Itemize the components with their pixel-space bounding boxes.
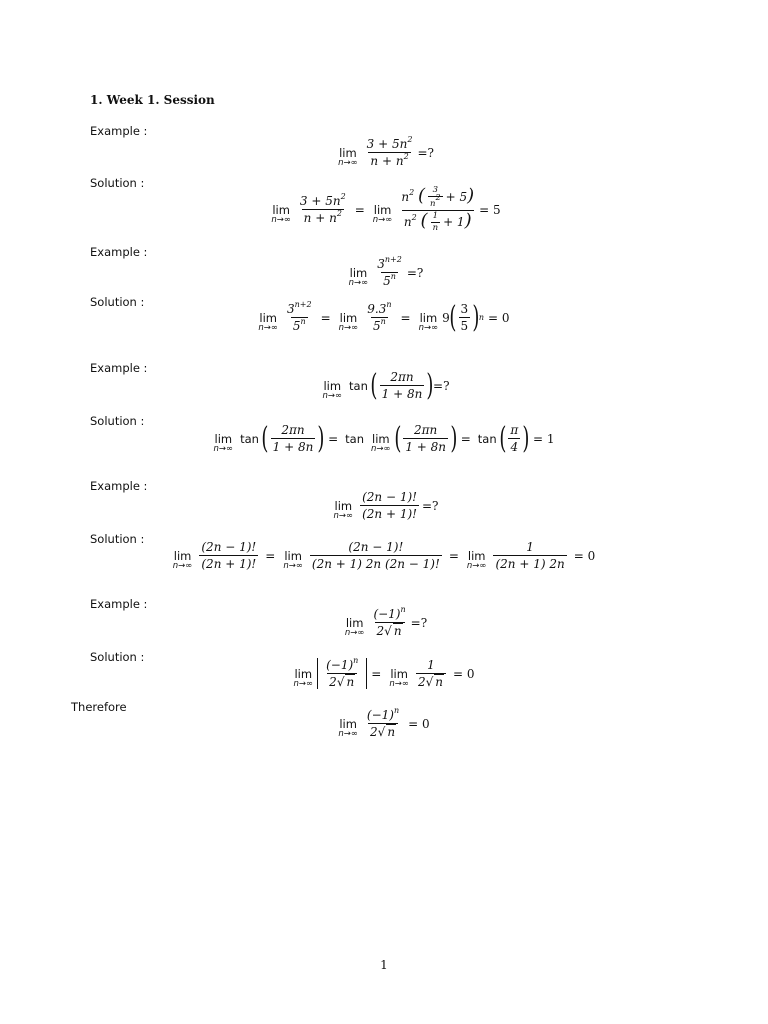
- equation: lim n→∞ $\frac{(2n - 1)!}{(2n + 1)!}$ =?: [333, 490, 439, 521]
- example-label: Example :: [90, 597, 148, 611]
- example-label: Example :: [90, 479, 148, 493]
- equation: lim n→∞ $\frac{3 + 5n^2}{n + n^2}$ = lim n→∞ $n^2$ ( $\frac{3}{n^2}$ + 5) $n^2$ ( $\frac{1}{n}$ + 1) = 5: [271, 185, 501, 233]
- equation: lim n→∞ $\frac{(-1)^n}{2√ n}$ = lim n→∞ $\frac{1}{2√ n}$ = 0: [293, 656, 475, 689]
- example-label: Example :: [90, 124, 148, 138]
- solution-label: Solution :: [90, 650, 145, 664]
- page-number: 1: [380, 958, 388, 972]
- equation: lim n→∞ $\frac{3^{n+2}}{5^n}$ = lim n→∞ $\frac{9.3^n}{5^n}$ = lim n→∞ 9 ( $\frac{3}{5}$ ) n = 0: [258, 299, 510, 335]
- equation: lim n→∞ tan ( $\frac{2\pi n}{1 + 8n}$ ) =?: [322, 367, 450, 403]
- example-label: Example :: [90, 361, 148, 375]
- section-heading: 1. Week 1. Session: [90, 93, 215, 107]
- therefore-label: Therefore: [71, 700, 127, 714]
- example-label: Example :: [90, 245, 148, 259]
- equation: lim n→∞ $\frac{(-1)^n}{2√ n}$ =?: [344, 605, 428, 638]
- equation: lim n→∞ $\frac{3 + 5n^2}{n + n^2}$ =?: [338, 135, 434, 168]
- solution-label: Solution :: [90, 176, 145, 190]
- equation: lim n→∞ $\frac{(-1)^n}{2√ n}$ = 0: [338, 706, 430, 739]
- solution-label: Solution :: [90, 532, 145, 546]
- equation: lim n→∞ $\frac{(2n - 1)!}{(2n + 1)!}$ = lim n→∞ $\frac{(2n - 1)!}{(2n + 1) 2n (2n - 1)!}$ = lim n→∞ $\frac{1}{(2n + 1) 2n}$ = 0: [172, 540, 596, 571]
- equation: lim n→∞ tan ( $\frac{2\pi n}{1 + 8n}$ ) = tan lim n→∞ ( $\frac{2\pi n}{1 + 8n}$ ) = tan ( $\frac{\pi}{4}$ ) = 1: [213, 420, 555, 456]
- solution-label: Solution :: [90, 295, 145, 309]
- solution-label: Solution :: [90, 414, 145, 428]
- equation: lim n→∞ $\frac{3^{n+2}}{5^n}$ =?: [348, 255, 424, 288]
